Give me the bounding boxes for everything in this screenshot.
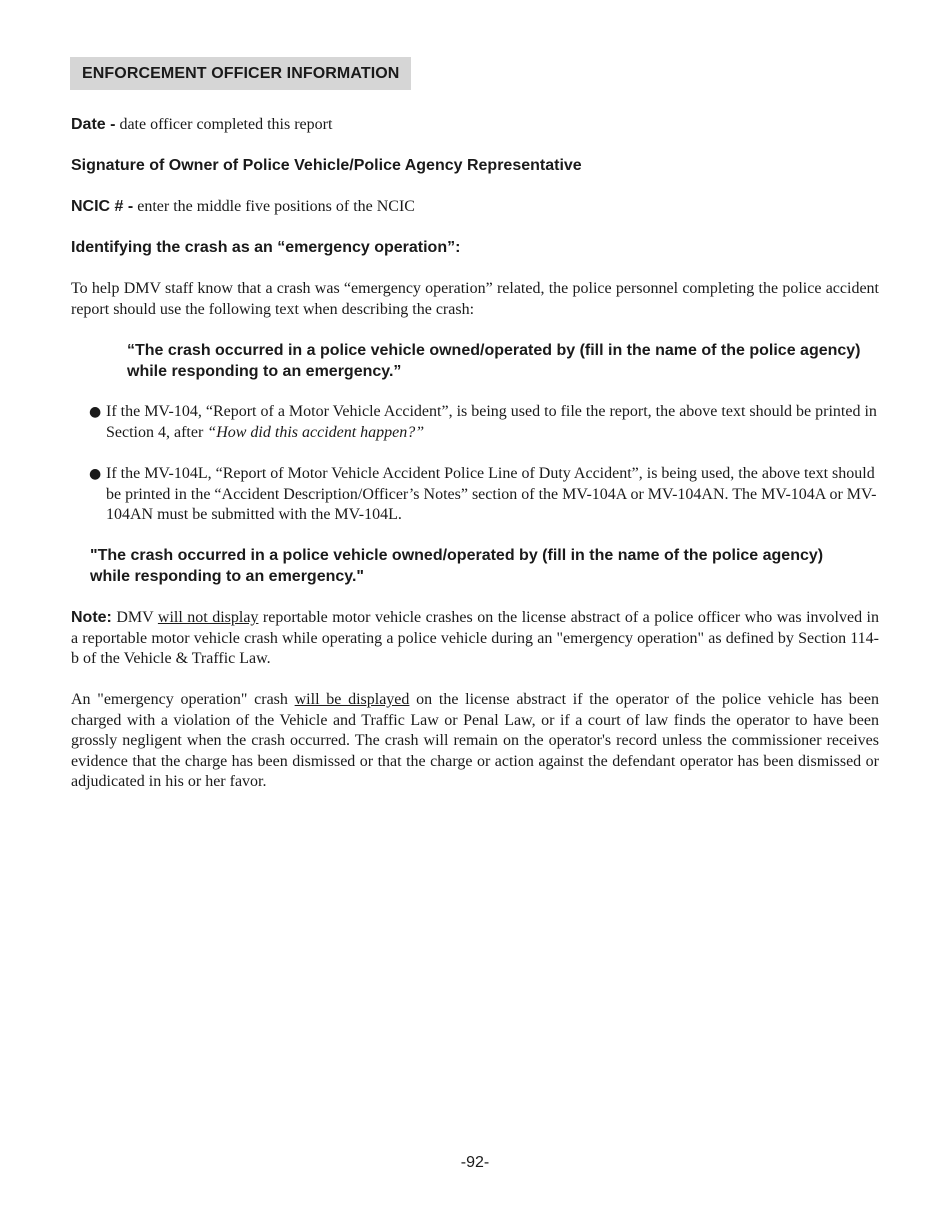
page-number: -92- — [460, 1154, 490, 1171]
bullet-dot-icon: ● — [89, 404, 102, 420]
date-field — [71, 115, 879, 136]
bullet-item-mv104 — [89, 402, 879, 443]
intro-paragraph: To help DMV staff know that a crash was “emergency operation” related, the police personnel completing the police accident report should use the following text when describing the crash: — [71, 280, 879, 318]
bullet-item-mv104l — [89, 464, 879, 526]
bullet-text: If the MV-104L, “Report of Motor Vehicle Accident Police Line of Duty Accident”, is being used, the above text should be printed in the “Accident Description/Officer’s Notes” section of the MV-104A or MV-104AN. The MV-104A or MV-104AN must be submitted with the MV-104L. — [106, 465, 877, 523]
closing-underlined-text: will be displayed — [294, 691, 410, 708]
closing-paragraph: An "emergency operation" crash will be displayed on the license abstract if the operator of the police vehicle has been charged with a violation of the Vehicle and Traffic Law or Penal Law, or if a court of law finds the operator to have been grossly negligent when the crash occurred. The crash will remain on the operator's record unless the commissioner receives evidence that the charge has been dismissed or that the charge or action against the defendant operator has been dismissed or adjudicated in his or her favor. — [71, 691, 879, 790]
emergency-operation-heading: Identifying the crash as an “emergency operation”: — [71, 239, 461, 256]
note-underlined-text: will not display — [157, 609, 259, 626]
section-header: ENFORCEMENT OFFICER INFORMATION — [70, 57, 411, 90]
ncic-description: enter the middle five positions of the NCIC — [137, 198, 415, 215]
signature-heading: Signature of Owner of Police Vehicle/Police Agency Representative — [71, 157, 582, 174]
ncic-label: NCIC # - — [71, 198, 134, 215]
date-description: date officer completed this report — [119, 116, 333, 133]
note-label: Note: — [71, 609, 112, 626]
emergency-quote-secondary: "The crash occurred in a police vehicle owned/operated by (fill in the name of the police agency) while responding to an emergency." — [90, 547, 824, 585]
bullet-dot-icon: ● — [89, 466, 102, 482]
emergency-quote-primary: “The crash occurred in a police vehicle owned/operated by (fill in the name of the police agency) while responding to an emergency.” — [127, 342, 861, 380]
date-label: Date - — [71, 116, 116, 133]
ncic-field — [71, 197, 879, 218]
note-paragraph: Note: DMV will not display reportable motor vehicle crashes on the license abstract of a police officer who was involved in a reportable motor vehicle crash while operating a police vehicle during an "emergency operation" as defined by Section 114-b of the Vehicle & Traffic Law. — [71, 609, 879, 667]
bullet-text: If the MV-104, “Report of a Motor Vehicle Accident”, is being used to file the report, the above text should be printed in Section 4, after “How did this accident happen?” — [106, 403, 877, 441]
bullet-italic-text: “How did this accident happen?” — [207, 423, 425, 441]
